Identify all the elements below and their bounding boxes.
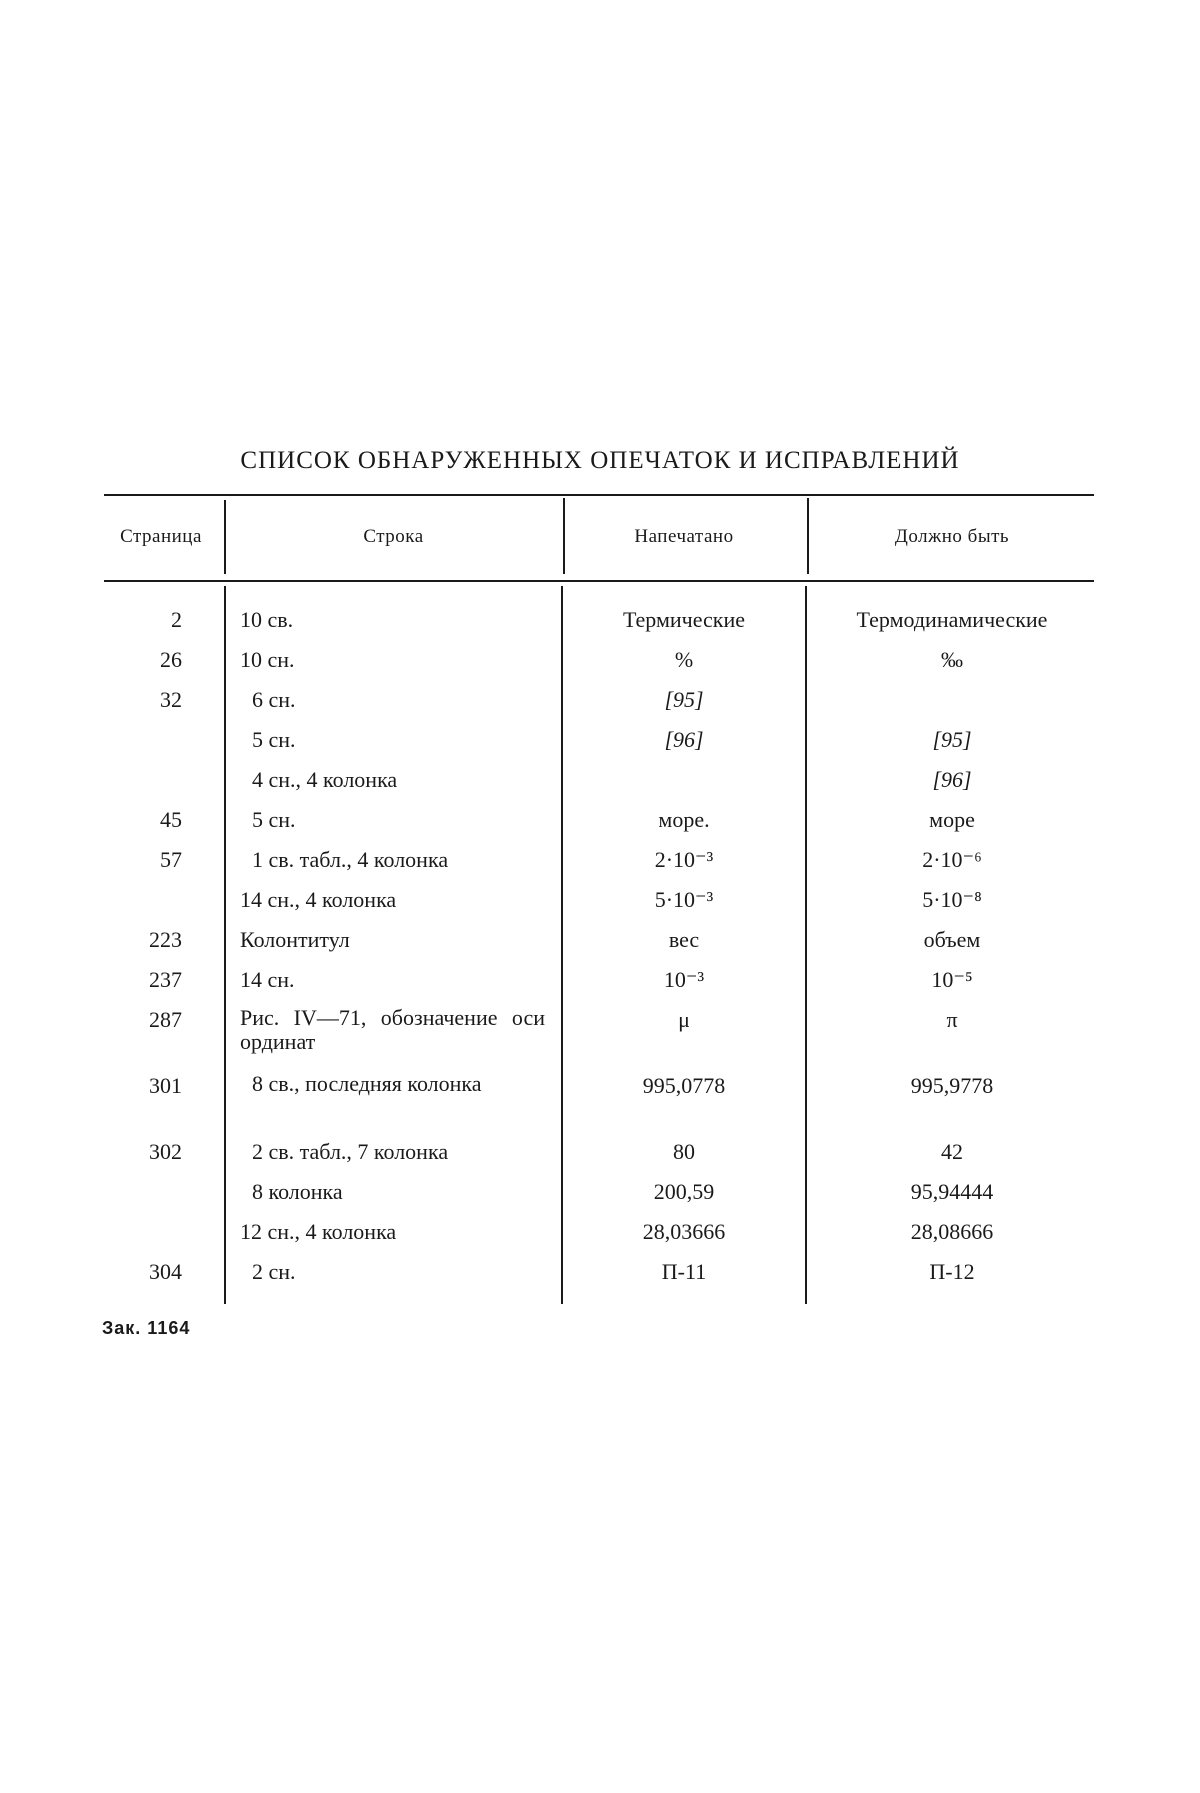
cell-line: Колонтитул <box>240 927 350 952</box>
header-printed: Напечатано <box>634 526 734 547</box>
cell-should-be: 95,94444 <box>910 1179 994 1204</box>
cell-printed: вес <box>668 927 700 952</box>
cell-line: 14 сн., 4 колонка <box>240 887 397 912</box>
cell-printed: 200,59 <box>653 1179 715 1204</box>
table-header-rule <box>104 580 1094 582</box>
order-number: Зак. 1164 <box>102 1318 191 1338</box>
header-should-be: Должно быть <box>894 526 1010 547</box>
cell-printed: 28,03666 <box>642 1219 726 1244</box>
cell-page: 302 <box>149 1139 182 1164</box>
table-row <box>0 1178 1200 1218</box>
cell-should-be: Термодинамические <box>856 607 1048 632</box>
cell-page: 57 <box>160 847 182 872</box>
table-row <box>0 1258 1200 1298</box>
cell-line: 2 св. табл., 7 колонка <box>252 1139 449 1164</box>
cell-should-be: объем <box>923 927 981 952</box>
table-row <box>0 686 1200 726</box>
cell-printed: [96] <box>664 727 704 752</box>
cell-line: 10 сн. <box>240 647 295 672</box>
cell-printed: Термические <box>622 607 746 632</box>
table-row <box>0 926 1200 966</box>
table-row <box>0 1072 1200 1138</box>
table-row <box>0 726 1200 766</box>
cell-printed: П-11 <box>661 1259 707 1284</box>
cell-page: 287 <box>149 1007 182 1032</box>
page-title: СПИСОК ОБНАРУЖЕННЫХ ОПЕЧАТОК И ИСПРАВЛЕНИЙ <box>240 447 960 474</box>
cell-should-be: море <box>929 807 975 832</box>
cell-should-be: 28,08666 <box>910 1219 994 1244</box>
cell-should-be: 995,9778 <box>910 1073 994 1098</box>
cell-page: 2 <box>171 607 182 632</box>
cell-printed: 10⁻³ <box>663 967 705 992</box>
cell-line: 8 колонка <box>252 1179 343 1204</box>
table-row <box>0 1006 1200 1072</box>
cell-page: 32 <box>160 687 182 712</box>
cell-printed: 2·10⁻³ <box>654 847 714 872</box>
cell-page: 223 <box>149 927 182 952</box>
cell-printed: 995,0778 <box>642 1073 726 1098</box>
table-row <box>0 966 1200 1006</box>
table-row <box>0 1218 1200 1258</box>
cell-should-be: 42 <box>941 1139 963 1164</box>
cell-line: 4 сн., 4 колонка <box>252 767 398 792</box>
cell-line: 8 св., последняя колонка <box>252 1071 482 1096</box>
cell-page: 237 <box>149 967 182 992</box>
cell-page: 45 <box>160 807 182 832</box>
cell-should-be: П-12 <box>929 1259 975 1284</box>
table-row <box>0 806 1200 846</box>
cell-should-be: 2·10⁻⁶ <box>922 847 982 872</box>
table-row <box>0 766 1200 806</box>
errata-table-body <box>0 606 1200 1298</box>
cell-should-be: 10⁻⁵ <box>931 967 973 992</box>
cell-line: 10 св. <box>240 607 294 632</box>
cell-printed: [95] <box>664 687 704 712</box>
cell-printed: 80 <box>673 1139 695 1164</box>
cell-page: 304 <box>149 1259 182 1284</box>
cell-line: Рис. IV—71, обозначение оси ординат <box>240 1005 545 1054</box>
cell-printed: % <box>674 647 694 672</box>
cell-line: 14 сн. <box>240 967 295 992</box>
cell-printed: μ <box>678 1007 690 1032</box>
table-row <box>0 1138 1200 1178</box>
cell-page: 301 <box>149 1073 182 1098</box>
cell-should-be: π <box>946 1007 958 1032</box>
cell-should-be: [96] <box>932 767 972 792</box>
cell-line: 2 сн. <box>252 1259 296 1284</box>
cell-line: 5 сн. <box>252 807 296 832</box>
table-top-rule <box>104 494 1094 496</box>
table-row <box>0 606 1200 646</box>
cell-page: 26 <box>160 647 182 672</box>
header-page: Страница <box>120 526 202 547</box>
cell-should-be: [95] <box>932 727 972 752</box>
cell-should-be: 5·10⁻⁸ <box>922 887 982 912</box>
cell-line: 12 сн., 4 колонка <box>240 1219 397 1244</box>
table-row <box>0 886 1200 926</box>
cell-line: 1 св. табл., 4 колонка <box>252 847 449 872</box>
table-row <box>0 846 1200 886</box>
cell-printed: море. <box>658 807 710 832</box>
table-row <box>0 646 1200 686</box>
cell-line: 6 сн. <box>252 687 296 712</box>
cell-line: 5 сн. <box>252 727 296 752</box>
header-line: Строка <box>363 526 424 547</box>
cell-printed: 5·10⁻³ <box>654 887 714 912</box>
cell-should-be: ‰ <box>941 647 963 672</box>
